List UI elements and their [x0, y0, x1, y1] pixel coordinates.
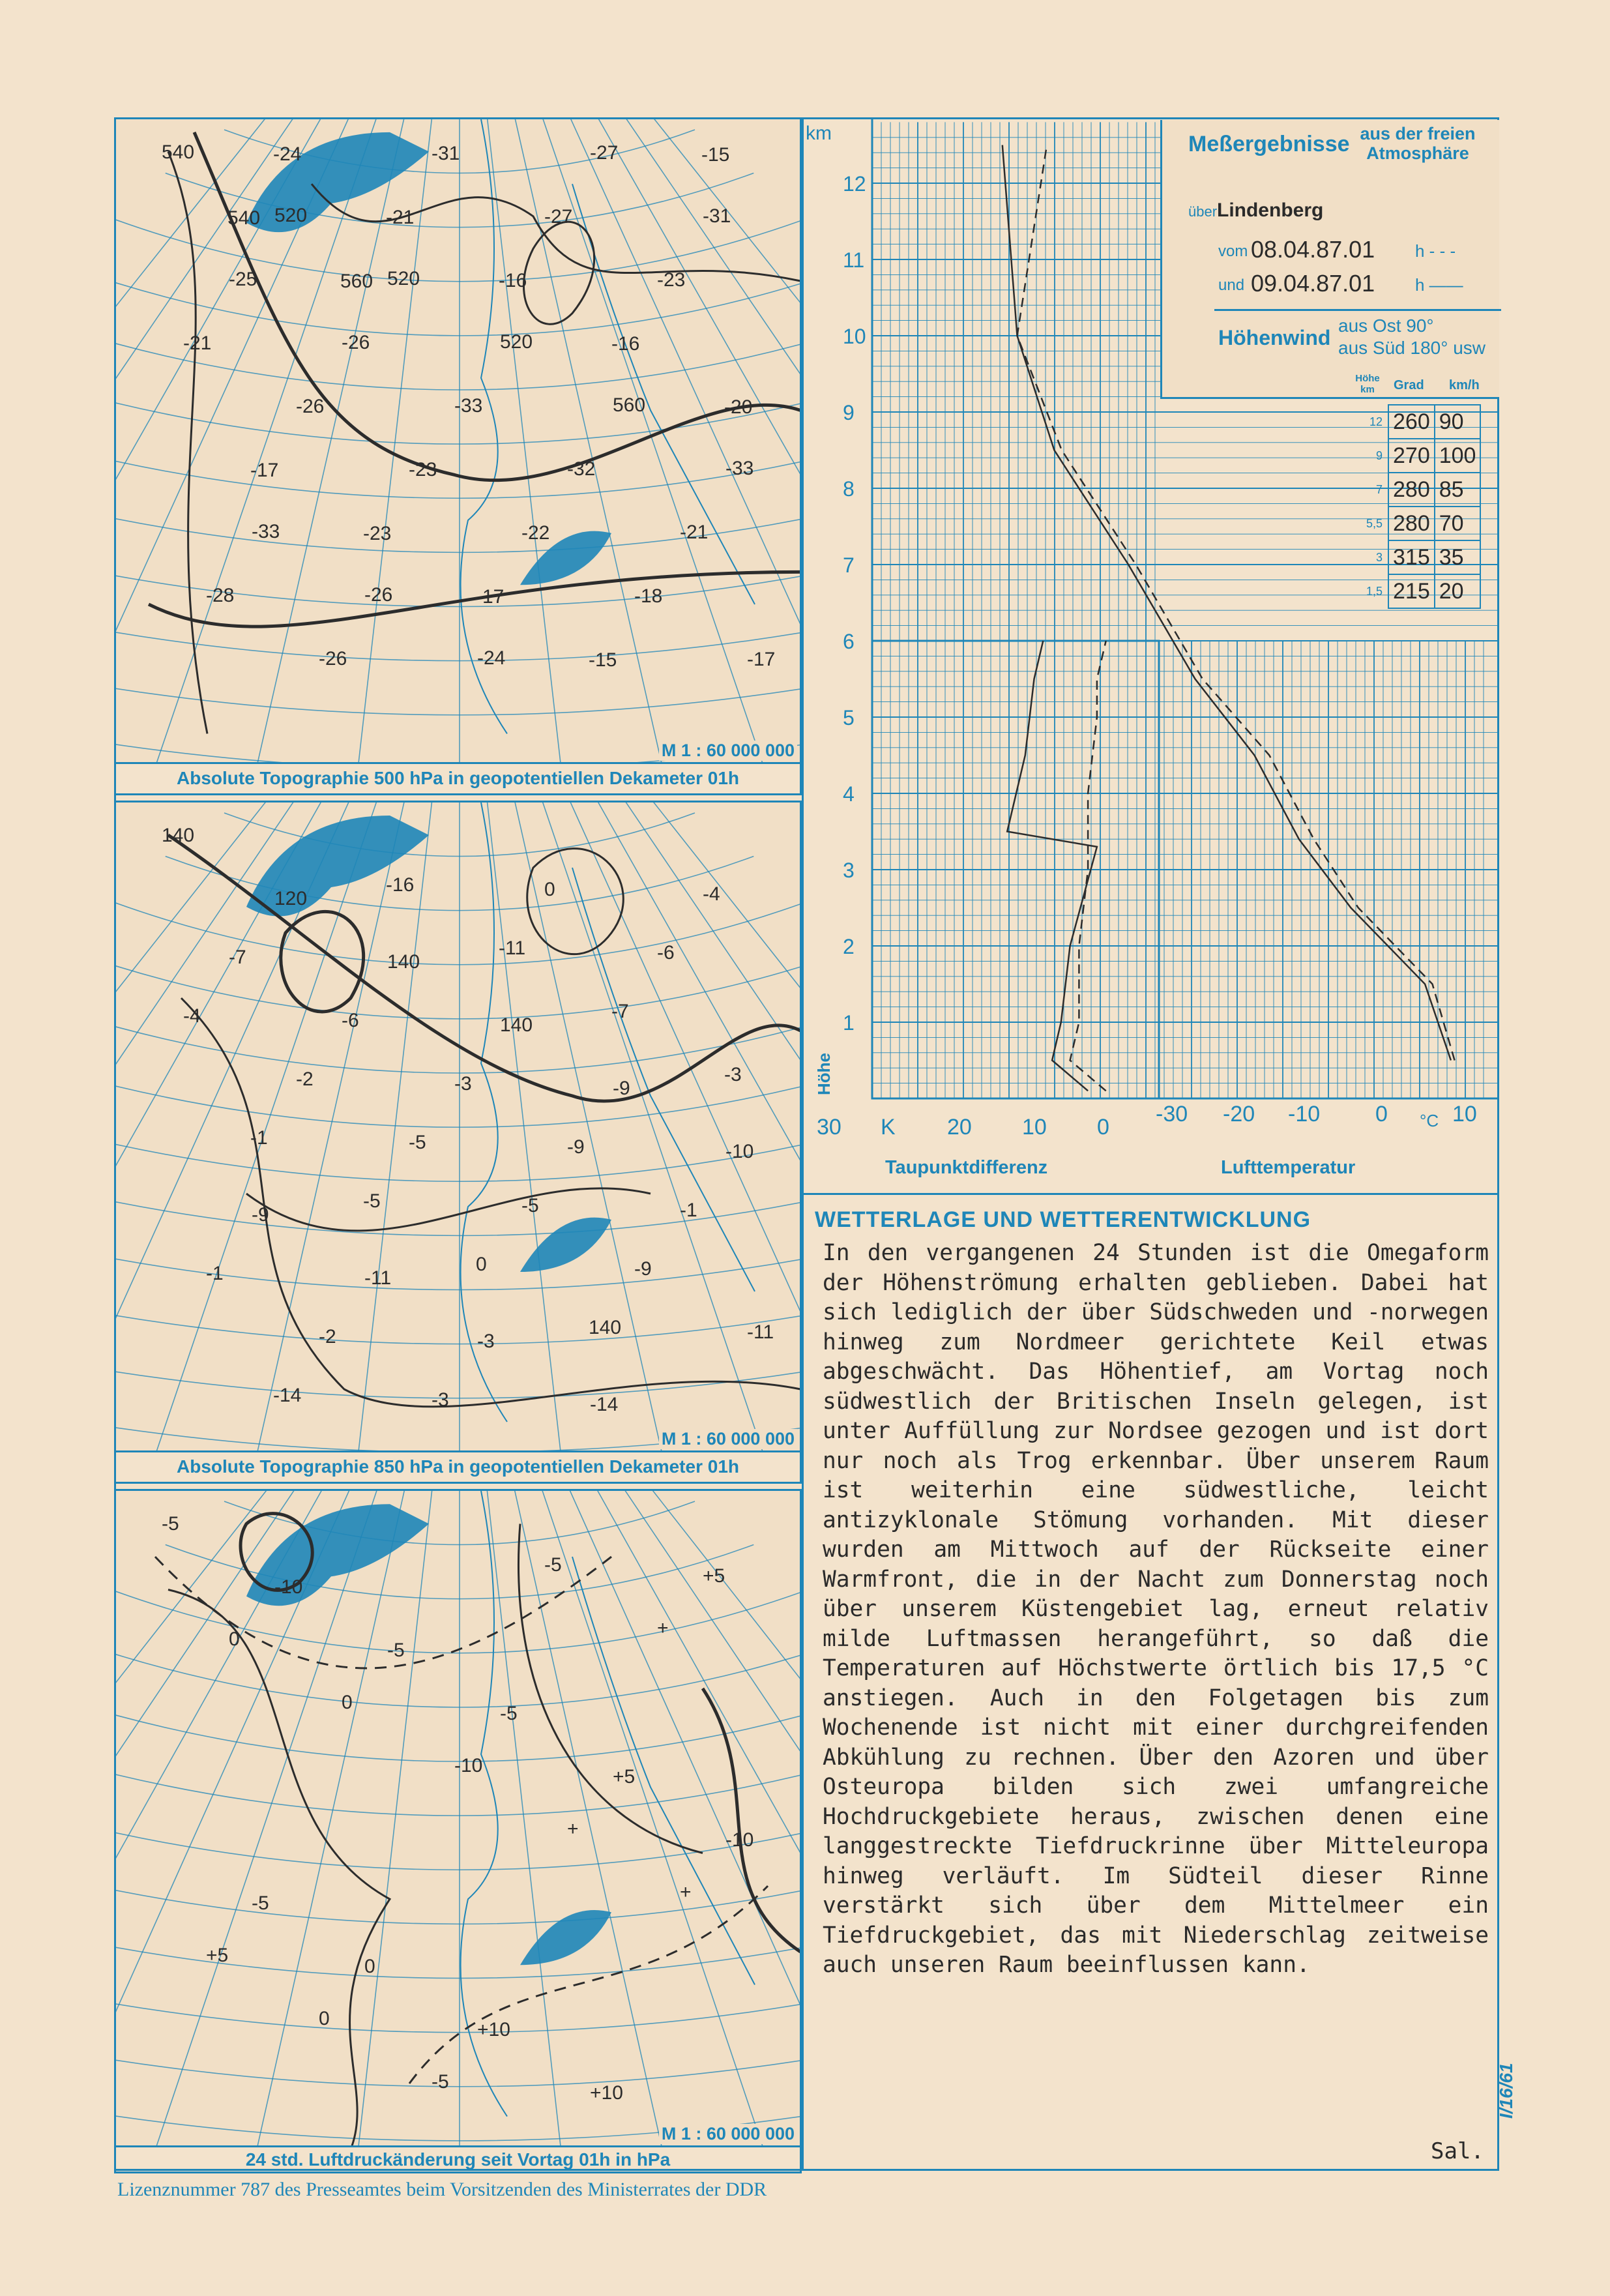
chart-title: Meßergebnisse	[1188, 132, 1350, 156]
meridian-line	[116, 1491, 381, 2147]
isoline-label: 560	[340, 271, 373, 292]
side-code: I/16/61	[1496, 2063, 1516, 2119]
y-tick-label: 10	[843, 325, 866, 348]
sea-area	[520, 1218, 611, 1272]
wind-deg: 315	[1388, 540, 1435, 574]
y-tick-label: 1	[843, 1011, 855, 1035]
temp-tick-label: -10	[1288, 1102, 1321, 1126]
date1-prefix: vom	[1218, 243, 1248, 260]
parallel-line	[116, 1675, 802, 1761]
isoline-label: -20	[724, 396, 753, 418]
wind-kmh: 85	[1435, 473, 1481, 507]
isoline-label: -17	[476, 586, 505, 608]
isoline-label: -33	[454, 395, 483, 417]
wind-height: 7	[1375, 482, 1383, 496]
isoline	[149, 572, 800, 626]
isoline-label: 0	[544, 879, 555, 900]
article-signature: Sal.	[1431, 2138, 1484, 2164]
isoline-label: -7	[611, 1001, 629, 1022]
meridian-line	[116, 802, 381, 1452]
isoline-label: 0	[342, 1692, 353, 1713]
isoline-label: -16	[499, 270, 527, 291]
parallel-line	[116, 1979, 802, 2141]
isoline-label: -26	[364, 584, 393, 606]
dew-tick-label: 0	[1097, 1115, 1109, 1140]
isoline-label: +5	[206, 1945, 229, 1966]
meridian-line	[525, 1491, 802, 2147]
isoline-label: -3	[432, 1389, 449, 1411]
isoline-label: -16	[611, 333, 640, 355]
isoline-label: -9	[567, 1136, 585, 1158]
parallel-line	[116, 1632, 802, 1707]
sea-area	[520, 1910, 611, 1965]
isoline-label: 520	[500, 331, 533, 353]
table-row	[1359, 405, 1480, 439]
y-tick-label: 5	[843, 706, 855, 729]
wind-height: 5,5	[1366, 516, 1383, 530]
isoline-label: -26	[319, 648, 347, 670]
column-divider	[802, 117, 804, 2171]
dew-tick-label: 20	[947, 1115, 972, 1140]
isoline-label: -33	[725, 458, 754, 479]
y-tick-label: 9	[843, 401, 855, 424]
map-caption-850hpa: Absolute Topographie 850 hPa in geopotentiellen Dekameter 01h	[114, 1452, 802, 1484]
map-500hpa-drawing	[116, 119, 802, 764]
meridian-line	[499, 1491, 772, 2147]
meridian-line	[355, 1491, 446, 2147]
y-tick-label: 12	[843, 172, 866, 196]
isoline-label: 140	[162, 825, 195, 846]
isoline-label: -11	[364, 1267, 392, 1289]
isoline	[527, 849, 623, 954]
y-tick-label: 7	[843, 553, 855, 577]
parallel-line	[116, 1290, 802, 1452]
map-pressure-change-drawing	[116, 1491, 802, 2147]
wind-deg: 280	[1388, 473, 1435, 507]
isoline-label: -2	[319, 1326, 336, 1347]
wind-header-kmh: km/h	[1449, 378, 1480, 392]
isoline-label: -9	[252, 1204, 269, 1226]
isoline-label: -21	[386, 207, 415, 228]
isoline-label: -28	[206, 585, 235, 606]
map-scale: M 1 : 60 000 000	[659, 1429, 797, 1449]
isoline	[168, 1590, 390, 2148]
isoline-label: -31	[703, 205, 731, 227]
isoline-label: -17	[250, 460, 279, 481]
isoline-label: 560	[613, 394, 646, 416]
isoline-label: -31	[432, 143, 460, 164]
article-heading: WETTERLAGE UND WETTERENTWICKLUNG	[815, 1207, 1311, 1232]
isoline-label: 140	[500, 1014, 533, 1036]
isoline-label: -27	[544, 206, 573, 228]
section-divider	[804, 1193, 1499, 1195]
wind-header-height: Höhe km	[1355, 373, 1380, 395]
y-tick-label: 6	[843, 630, 855, 653]
wind-deg: 280	[1388, 507, 1435, 540]
dew-line-0904	[1007, 641, 1097, 1091]
wind-height: 12	[1369, 415, 1383, 428]
date1: 08.04.87.01	[1251, 236, 1375, 263]
temp-tick-label: 0	[1375, 1102, 1388, 1126]
chart-subtitle: aus der freien Atmosphäre	[1360, 124, 1476, 163]
isoline-label: -23	[657, 269, 686, 291]
map-500hpa	[114, 117, 802, 764]
isoline-label: -16	[386, 874, 415, 896]
isoline-label: 520	[387, 268, 420, 289]
parallel-line	[116, 1588, 802, 1653]
wind-dir-south: aus Süd 180° usw	[1338, 338, 1486, 358]
parallel-line	[116, 1805, 802, 1924]
isoline-label: +10	[590, 2082, 623, 2104]
isoline-label: -24	[273, 143, 302, 165]
isoline-label: -18	[634, 585, 663, 607]
meridian-line	[512, 802, 802, 1452]
isoline-label: 0	[364, 1956, 375, 1977]
temp-tick-label: -30	[1156, 1102, 1188, 1126]
isoline-label: -5	[363, 1190, 381, 1212]
isoline	[168, 835, 800, 1101]
isoline-label: 140	[387, 951, 420, 973]
article-body	[823, 1239, 1489, 1980]
table-row	[1359, 574, 1480, 608]
table-row	[1359, 439, 1480, 473]
y-tick-label: 2	[843, 935, 855, 958]
wind-title: Höhenwind	[1218, 326, 1331, 349]
isoline-label: 520	[274, 205, 308, 226]
isoline-label: +10	[477, 2019, 510, 2040]
meridian-line	[525, 802, 802, 1452]
wind-table	[1359, 404, 1481, 609]
isoline-label: -33	[252, 521, 280, 542]
isoline-label: -6	[657, 942, 675, 964]
y-tick-label: 8	[843, 477, 855, 501]
isoline-label: 0	[319, 2008, 330, 2029]
isoline-label: -6	[342, 1010, 359, 1031]
wind-header-deg: Grad	[1394, 378, 1424, 392]
meridian-line	[486, 802, 668, 1452]
isoline-label: -3	[454, 1073, 472, 1095]
isoline-label: -15	[701, 144, 730, 166]
temp-axis-label: Lufttemperatur	[1221, 1157, 1356, 1178]
isoline-label: -5	[252, 1892, 269, 1914]
table-row	[1359, 540, 1480, 574]
isoline-label: -23	[363, 523, 392, 544]
isoline-label: +5	[613, 1766, 636, 1788]
isoline-label: -21	[680, 522, 709, 543]
isoline-label: -14	[590, 1394, 619, 1415]
isoline-label: -5	[387, 1640, 405, 1661]
y-tick-label: 11	[843, 248, 865, 272]
wind-deg: 215	[1388, 574, 1435, 608]
isoline-label: 0	[229, 1628, 240, 1650]
isoline-label: -23	[409, 459, 437, 480]
isoline-label: 140	[589, 1317, 622, 1338]
isoline-label: -3	[724, 1064, 742, 1085]
dew-tick-label: 30	[817, 1115, 842, 1140]
map-850hpa-drawing	[116, 802, 802, 1452]
isoline-label: -11	[747, 1321, 774, 1343]
temp-tick-label: 10	[1452, 1102, 1477, 1126]
wind-deg: 260	[1388, 405, 1435, 439]
dew-axis-label: Taupunktdifferenz	[885, 1157, 1048, 1178]
y-axis-label: Höhe	[814, 1053, 834, 1095]
isoline-label: -17	[747, 649, 776, 670]
isoline-label: -27	[590, 142, 619, 164]
dew-tick-label: K	[881, 1115, 896, 1140]
isoline-label: -22	[521, 522, 550, 544]
table-row	[1359, 507, 1480, 540]
chart-info-box	[1160, 120, 1499, 399]
wind-deg: 270	[1388, 439, 1435, 473]
wind-kmh: 90	[1435, 405, 1481, 439]
wind-height: 1,5	[1366, 584, 1383, 598]
isoline-label: -32	[567, 458, 596, 480]
map-pressure-change	[114, 1489, 802, 2147]
isoline-label: 540	[162, 141, 195, 163]
station-prefix: über	[1188, 203, 1218, 220]
isoline-label: -10	[274, 1576, 303, 1598]
isoline-label: +	[680, 1881, 692, 1903]
isoline-label: 540	[227, 207, 261, 229]
station-name: Lindenberg	[1217, 199, 1324, 221]
isoline-label: -26	[342, 332, 370, 353]
wind-kmh: 35	[1435, 540, 1481, 574]
parallel-line	[116, 986, 802, 1073]
meridian-line	[512, 1491, 802, 2147]
y-unit-label: km	[806, 123, 832, 144]
map-850hpa	[114, 801, 802, 1452]
isoline-label: -25	[229, 269, 257, 290]
wind-height: 9	[1375, 449, 1383, 462]
isoline-label: -11	[499, 937, 526, 959]
isoline-label: -5	[432, 2071, 449, 2093]
isoline-label: +	[567, 1818, 579, 1840]
isoline-label: -21	[183, 332, 212, 354]
isoline-label: -7	[229, 947, 246, 968]
isoline-label: -1	[680, 1200, 697, 1221]
table-row	[1359, 473, 1480, 507]
isoline-label: -10	[725, 1141, 754, 1162]
isoline-label: -2	[296, 1068, 314, 1090]
parallel-line	[116, 1117, 802, 1236]
wind-kmh: 70	[1435, 507, 1481, 540]
wind-kmh: 100	[1435, 439, 1481, 473]
isoline-label: -24	[477, 647, 506, 669]
date2-prefix: und	[1218, 276, 1245, 294]
isoline-label: -10	[725, 1829, 754, 1851]
isoline-label: -1	[206, 1263, 224, 1284]
isoline-label: -9	[613, 1078, 630, 1099]
isoline-label: -5	[544, 1554, 562, 1576]
isoline-label: -26	[296, 396, 325, 417]
map-caption-500hpa: Absolute Topographie 500 hPa in geopotentiellen Dekameter 01h	[114, 764, 802, 795]
wind-height: 3	[1375, 550, 1383, 564]
isoline-label: 120	[274, 888, 308, 909]
isoline-label: -5	[500, 1703, 518, 1724]
parallel-line	[116, 303, 802, 390]
wind-dir-east: aus Ost 90°	[1338, 316, 1434, 336]
isoline-label: +	[657, 1617, 669, 1639]
isoline-label: -5	[162, 1513, 179, 1535]
date1-suffix: h - - -	[1415, 241, 1456, 261]
isoline-label: -14	[273, 1385, 302, 1406]
date2-suffix: h ——	[1415, 275, 1463, 295]
y-tick-label: 3	[843, 859, 855, 882]
footer-license: Lizenznummer 787 des Presseamtes beim Vorsitzenden des Ministerrates der DDR	[117, 2179, 767, 2200]
isoline-label: 0	[476, 1254, 487, 1275]
temp-tick-label: -20	[1223, 1102, 1255, 1126]
temp-tick-label: °C	[1420, 1111, 1439, 1130]
isoline-label: -5	[521, 1195, 539, 1216]
isoline-label: -15	[589, 649, 617, 671]
dew-tick-label: 10	[1022, 1115, 1047, 1140]
article-text: In den vergangenen 24 Stunden ist die Omegaform der Höhenströmung erhalten geblieben. Dabei hat sich lediglich der über Südschweden und -norwegen hinweg zum Nordmeer gerichtete Keil etwas abgeschwächt. Das Höhentief, am Vortag noch südwestlich der Britischen Inseln gelegen, ist unter Auffüllung zur Nordsee gezogen und ist dort nur noch als Trog erkennbar. Über unserem Raum ist weiterhin eine südwestliche, leicht antizyklonale Stömung vorhanden. Mit dieser wurden am Mittwoch auf der Rückseite einer Warmfront, die in der Nacht zum Donnerstag noch über unserem Küstengebiet lag, erneut relativ milde Luftmassen herangeführt, so daß die Temperaturen auf Höchstwerte örtlich bis 17,5 °C anstiegen. Auch in den Folgetagen bis zum Wochenende ist nicht mit einer durchgreifenden Abkühlung zu rechnen. Über den Azoren und über Osteuropa bilden sich zwei umfangreiche Hochdruckgebiete heraus, zwischen denen eine langgestreckte Tiefdruckrinne über Mitteleuropa hinweg verläuft. Im Südteil dieser Rinne verstärkt sich über dem Mittelmeer ein Tiefdruckgebiet, das mit Niederschlag zeitweise auch unseren Raum beeinflussen kann.	[823, 1240, 1489, 1978]
isoline-label: -4	[703, 883, 720, 905]
isoline-label: -3	[477, 1331, 495, 1352]
isoline-label: -10	[454, 1755, 483, 1776]
date2: 09.04.87.01	[1251, 270, 1375, 297]
isoline-label: -5	[409, 1132, 426, 1153]
dashed-isoline	[155, 1557, 611, 1668]
isoline-label: -1	[250, 1127, 268, 1149]
isoline-label: -4	[183, 1005, 201, 1027]
meridian-line	[538, 802, 802, 1452]
y-tick-label: 4	[843, 782, 855, 806]
isoline-label: +5	[703, 1565, 725, 1587]
wind-kmh: 20	[1435, 574, 1481, 608]
wind-divider	[1214, 309, 1501, 311]
isoline-label: -9	[634, 1258, 652, 1280]
map-scale: M 1 : 60 000 000	[659, 2124, 797, 2144]
map-caption-pressure-change: 24 std. Luftdruckänderung seit Vortag 01h in hPa	[114, 2147, 802, 2173]
map-scale: M 1 : 60 000 000	[659, 741, 797, 761]
